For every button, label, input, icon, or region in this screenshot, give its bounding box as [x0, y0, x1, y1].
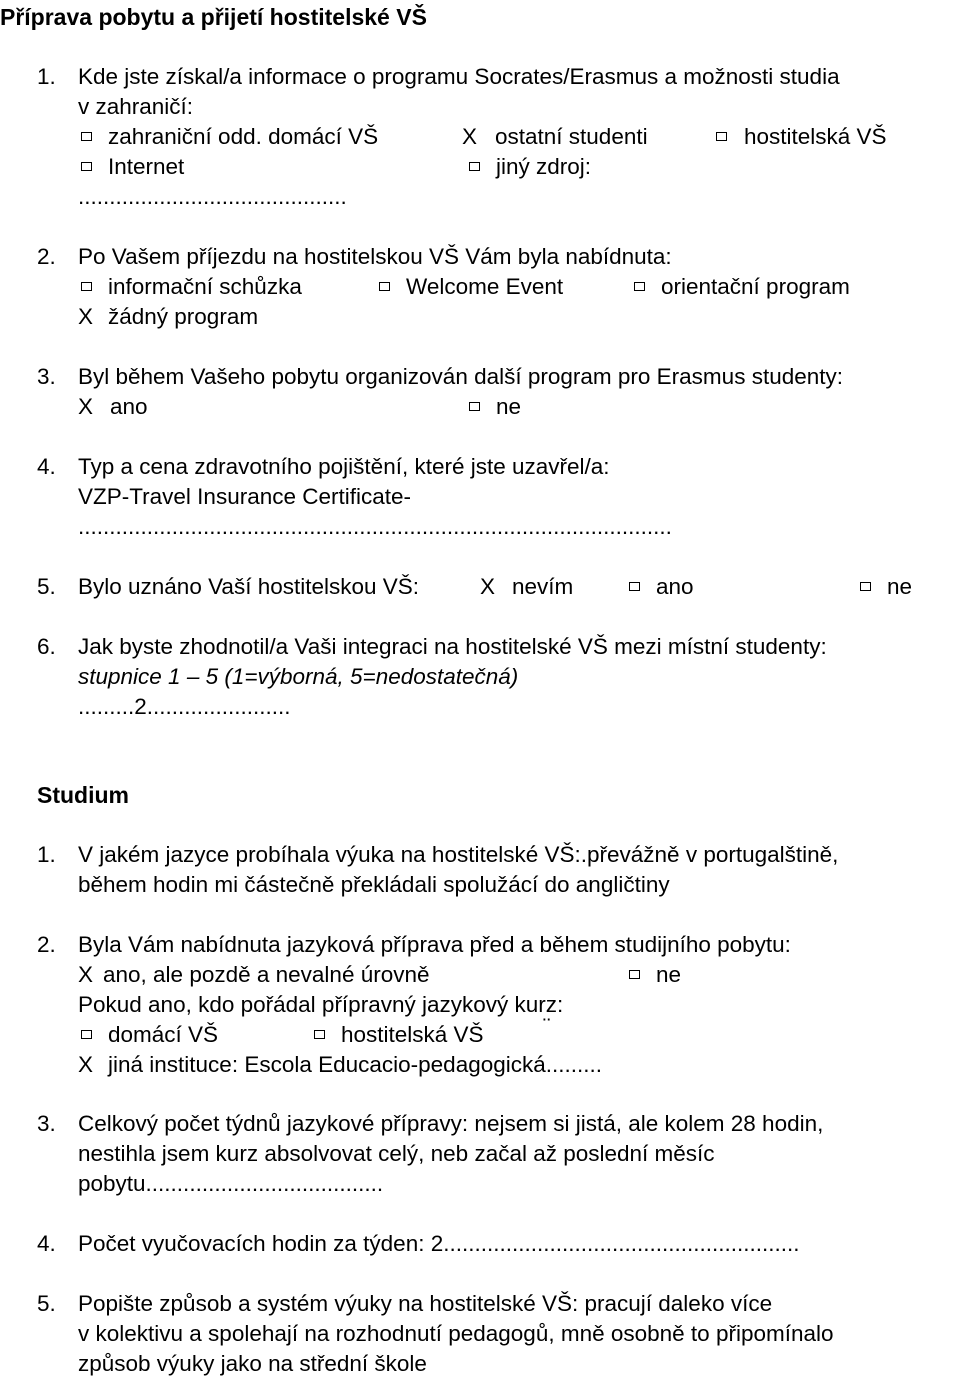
q1-option-label: ostatní studenti [495, 124, 648, 149]
page-title: Příprava pobytu a přijetí hostitelské VŠ [0, 4, 427, 30]
q2-option-label: informační schůzka [108, 274, 302, 299]
q1-question-line2: v zahraničí: [78, 94, 194, 119]
q3-option-label: ne [496, 394, 522, 419]
checkbox-unchecked[interactable] [314, 1030, 325, 1039]
checkbox-unchecked[interactable] [81, 282, 92, 291]
q5-option-label: ne [887, 574, 913, 599]
q2-number: 2. [37, 244, 56, 269]
q2-option-label: orientační program [661, 274, 850, 299]
q4-answer: VZP-Travel Insurance Certificate- [78, 484, 412, 509]
checkbox-unchecked[interactable] [629, 970, 640, 979]
s2-option-label: ano, ale pozdě a nevalné úrovně [103, 962, 430, 987]
q5-option-label: nevím [512, 574, 574, 599]
s4-line1: Počet vyučovacích hodin za týden: 2......................................................... [78, 1231, 800, 1256]
s3-line1: Celkový počet týdnů jazykové přípravy: nejsem si jistá, ale kolem 28 hodin, [78, 1111, 824, 1136]
checkbox-unchecked[interactable] [629, 582, 640, 591]
checkbox-unchecked[interactable] [81, 132, 92, 141]
s2-number: 2. [37, 932, 56, 957]
checkbox-unchecked[interactable] [81, 162, 92, 171]
checkbox-unchecked[interactable] [469, 162, 480, 171]
s5-line1: Popište způsob a systém výuky na hostitelské VŠ: pracují daleko více [78, 1291, 773, 1316]
q5-option-label: ano [656, 574, 694, 599]
q6-question: Jak byste zhodnotil/a Vaši integraci na hostitelské VŠ mezi místní studenty: [78, 634, 827, 659]
s1-line1: V jakém jazyce probíhala výuka na hostitelské VŠ:.převážně v portugalštině, [78, 842, 839, 867]
q6-answer: .........2....................... [78, 694, 291, 719]
s2-question: Byla Vám nabídnuta jazyková příprava před a během studijního pobytu: [78, 932, 791, 957]
section-heading-studium: Studium [37, 782, 129, 808]
q4-question: Typ a cena zdravotního pojištění, které jste uzavřel/a: [78, 454, 610, 479]
q1-option-label: Internet [108, 154, 185, 179]
q1-option-label: hostitelská VŠ [744, 124, 887, 149]
q1-number: 1. [37, 64, 56, 89]
s2-sub-option-label: hostitelská VŠ [341, 1022, 484, 1047]
checkbox-unchecked[interactable] [716, 132, 727, 141]
s5-line3: způsob výuky jako na střední škole [78, 1351, 427, 1376]
s2-sub-option-label: domácí VŠ [108, 1022, 219, 1047]
q4-dots: ............................................................................................... [78, 514, 672, 539]
s2-sub-question: Pokud ano, kdo pořádal přípravný jazykový kurz: [78, 992, 564, 1017]
checkbox-unchecked[interactable] [81, 1030, 92, 1039]
s3-line3: pobytu...................................... [78, 1171, 384, 1196]
x-mark: X [78, 1052, 94, 1077]
s3-number: 3. [37, 1111, 56, 1136]
q5-number: 5. [37, 574, 56, 599]
x-mark: X [480, 574, 496, 599]
s5-number: 5. [37, 1291, 56, 1316]
checkbox-unchecked[interactable] [860, 582, 871, 591]
q2-option-label: Welcome Event [406, 274, 564, 299]
checkbox-unchecked[interactable] [634, 282, 645, 291]
q3-option-label: ano [110, 394, 148, 419]
checkbox-unchecked[interactable] [469, 402, 480, 411]
s3-line2: nestihla jsem kurz absolvovat celý, neb začal až poslední měsíc [78, 1141, 715, 1166]
s2-option-label: ne [656, 962, 682, 987]
s1-number: 1. [37, 842, 56, 867]
q6-scale: stupnice 1 – 5 (1=výborná, 5=nedostatečná) [78, 664, 519, 689]
x-mark: X [78, 304, 94, 329]
q2-option-label: žádný program [108, 304, 259, 329]
q3-number: 3. [37, 364, 56, 389]
q1-option-label: jiný zdroj: [496, 154, 592, 179]
s5-line2: v kolektivu a spolehají na rozhodnutí pedagogů, mně osobně to připomínalo [78, 1321, 834, 1346]
q1-option-label: zahraniční odd. domácí VŠ [108, 124, 379, 149]
s4-number: 4. [37, 1231, 56, 1256]
q3-question: Byl během Vašeho pobytu organizován další program pro Erasmus studenty: [78, 364, 843, 389]
x-mark: X [462, 124, 478, 149]
s1-line2: během hodin mi částečně překládali spolužácí do angličtiny [78, 872, 670, 897]
q6-number: 6. [37, 634, 56, 659]
q1-dots: ........................................... [78, 184, 347, 209]
x-mark: X [78, 962, 94, 987]
q4-number: 4. [37, 454, 56, 479]
q1-question-line1: Kde jste získal/a informace o programu Socrates/Erasmus a možnosti studia [78, 64, 840, 89]
x-mark: X [78, 394, 94, 419]
stray-mark: ¨ [543, 1014, 551, 1039]
s2-other-label: jiná instituce: Escola Educacio-pedagogická......... [108, 1052, 603, 1077]
q5-question: Bylo uznáno Vaší hostitelskou VŠ: [78, 574, 420, 599]
checkbox-unchecked[interactable] [379, 282, 390, 291]
q2-question: Po Vašem příjezdu na hostitelskou VŠ Vám byla nabídnuta: [78, 244, 672, 269]
